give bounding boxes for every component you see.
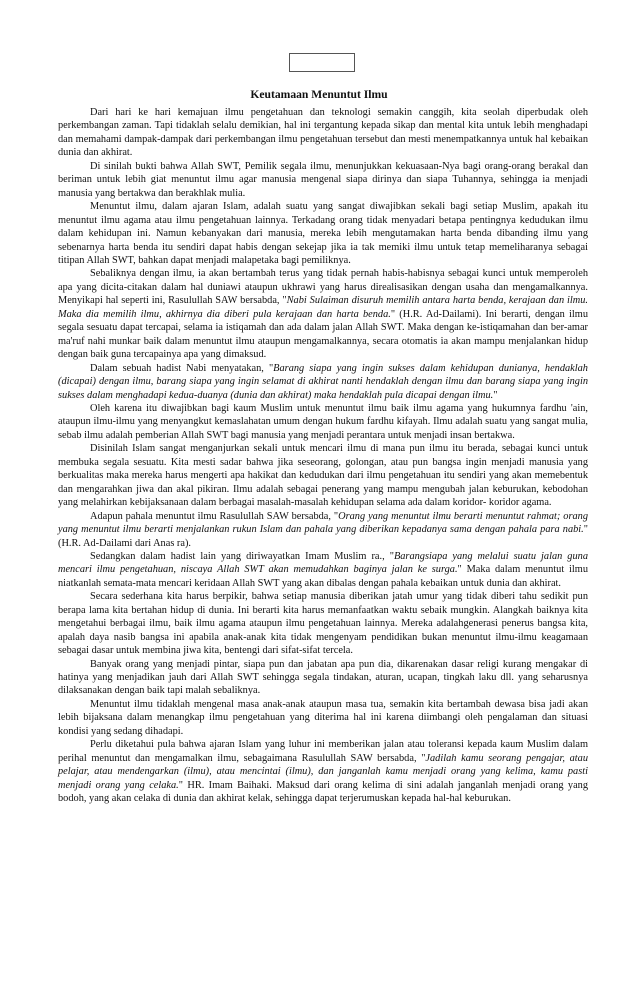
paragraph [58,160,588,200]
paragraph [58,698,588,738]
quoted-hadith: Barang siapa yang ingin sukses dalam kehidupan dunianya, hendaklah (dicapai) dengan ilmu, barang siapa yang ingin selamat di akhirat nanti hendaklah dengan ilmu dan barang siapa yang ingin sukses dalam menghadapi kedua-duanya (dunia dan akhirat) maka hendaklah pula dicapai dengan ilmu. [58,362,588,401]
paragraph-text: Banyak orang yang menjadi pintar, siapa pun dan jabatan apa pun dia, dikarenakan dasar religi kurang mengakar di hatinya yang menjadikan jauh dari Allah SWT sehingga segala tindakan, aturan, ucapan, tingkah laku dll. yang seharusnya dilaksanakan dengan baik tapi malah sebaliknya. [58,658,588,697]
quoted-hadith: Barangsiapa yang melalui suatu jalan guna mencari ilmu pengetahuan, niscaya Allah SWT akan memudahkan baginya jalan ke surga. [58,550,588,576]
paragraph-text: Sebaliknya dengan ilmu, ia akan bertambah terus yang tidak pernah habis-habisnya sebagai kunci untuk memperoleh apa yang dicita-citakan dalam hal duniawi ataupun ukhrawi yang harus direalisasikan dengan usaha dan mengamalkannya. Menyikapi hal seperti ini, Rasulullah SAW bersabda, " [58,268,588,307]
paragraph [58,510,588,550]
paragraph-text: Dari hari ke hari kemajuan ilmu pengetahuan dan teknologi semakin canggih, kita seolah diperbudak oleh perkembangan zaman. Tapi tidaklah selalu demikian, hal ini tergantung kepada sikap dan mental kita untuk lebih menghadapi dan memahami dampak-dampak dari perkembangan ilmu pengetahuan tersebut dan mesti menempatkannya untuk hal kebaikan dunia dan akhirat. [58,107,588,159]
paragraph [58,738,588,805]
paragraph-text: Sedangkan dalam hadist lain yang diriwayatkan Imam Muslim ra., " [90,550,394,562]
paragraph-text: " (H.R. Ad-Dailami dari Anas ra). [58,524,588,549]
paragraph [58,402,588,442]
quoted-hadith: Orang yang menuntut ilmu berarti menuntut rahmat; orang yang menuntut ilmu berarti menjalankan rukun Islam dan pahala yang diberikan kepadanya sama dengan pahala para nabi. [58,510,588,536]
paragraph-text: " (H.R. Ad-Dailami). Ini berarti, dengan ilmu segala sesuatu dapat tercapai, selama ia istiqamah dan ada dalam jalan Allah SWT. Maka dengan ke-istiqamahan dan ber-amar ma'ruf nahi munkar baik dalam menuntut ilmu ataupun mengamalkannya, secara otomatis ia akan mampu menjalankan hidup dengan baik guna tercapainya apa yang dimaksud. [58,308,588,361]
paragraph-text: Oleh karena itu diwajibkan bagi kaum Muslim untuk menuntut ilmu baik ilmu agama yang hukumnya fardhu 'ain, ataupun ilmu-ilmu yang menyangkut kemaslahatan umum dengan hukum fardhu kifayah. Ilmu adalah suatu yang sangat mulia, sebab ilmu adalah pemberian Allah SWT bagi manusia yang menjadi perantara untuk menjadi insan bertakwa. [58,402,588,441]
quoted-hadith: Jadilah kamu seorang pengajar, atau pelajar, atau mendengarkan (ilmu), atau mencintai (ilmu), dan janganlah kamu menjadi orang yang kelima, kamu pasti menjadi orang yang celaka. [58,752,588,791]
paragraph [58,442,588,509]
paragraph-text: Adapun pahala menuntut ilmu Rasulullah SAW bersabda, " [90,510,339,522]
paragraph-text: " [493,389,498,401]
paragraph [58,362,588,402]
paragraph-text: Secara sederhana kita harus berpikir, bahwa setiap manusia diberikan jatah umur yang tidak diberi tahu sedikit pun berapa lama kita bertahan hidup di dunia. Ini berarti kita harus memanfaatkan waktu sebaik mungkin. Alangkah baiknya kita mengetahui berbagai ilmu, baik ilmu agama ataupun ilmu pengetahuan lainnya. Mereka adalahgenerasi penerus bangsa kita, apalah daya nasib bangsa ini apabila anak-anak kita tidak mengenyam pendidikan bukan menuntut ilmu-ilmu keagamaan sebagai dasar untuk membina jiwa kita, bentengi dari sifat-sifat tercela. [58,591,588,657]
paragraph [58,200,588,267]
document-body [58,106,588,806]
paragraph [58,267,588,361]
paragraph-text: Di sinilah bukti bahwa Allah SWT, Pemilik segala ilmu, menunjukkan kekuasaan-Nya bagi orang-orang berakal dan beriman untuk lebih giat menuntut ilmu agar manusia mengenal siapa dirinya dan siapa Tuhannya, sehingga ia menjadi manusia yang bertakwa dan berakhlak mulia. [58,160,588,199]
paragraph [58,550,588,590]
page-number-box [289,53,355,72]
paragraph [58,590,588,657]
paragraph-text: Dalam sebuah hadist Nabi menyatakan, " [90,362,274,374]
paragraph-text: Disinilah Islam sangat menganjurkan sekali untuk mencari ilmu di mana pun ilmu itu berada, sebagai kunci untuk membuka segala sesuatu. Kita mesti sadar bahwa jika seseorang, golongan, atau pun bangsa ingin menjadi manusia yang berkualitas maka mereka harus mengerti apa hakikat dan kedudukan dari ilmu pengetahuan itu sendiri yang akan memebentuk dan mengarahkan jiwa dan akal pikiran. Ilmu adalah sebagai penerang yang mampu mengubah jalan keburukan, kebodohan yang melahirkan kebijaksanaan dalam berbagai masalah-masalah kehidupan selama ada dalam koridor- koridor agama. [58,443,588,509]
paragraph [58,658,588,698]
document-title: Keutamaan Menuntut Ilmu [250,88,388,101]
paragraph-text: " HR. Imam Baihaki. Maksud dari orang kelima di sini adalah janganlah menjadi orang yang bodoh, yang akan celaka di dunia dan akhirat kelak, sehingga dapat terjerumuskan kepada hal-hal keburukan. [58,779,589,805]
paragraph-text: " Maka dalam menuntut ilmu niatkanlah semata-mata mencari keridaan Allah SWT yang akan dibalas dengan pahala kebaikan untuk dunia dan akhirat. [58,564,588,589]
paragraph [58,106,588,160]
quoted-hadith: Nabi Sulaiman disuruh memilih antara harta benda, kerajaan dan ilmu. Maka dia memilih ilmu, akhirnya dia diberi pula kerajaan dan harta benda. [58,295,588,320]
paragraph-text: Perlu diketahui pula bahwa ajaran Islam yang luhur ini memberikan jalan atau toleransi kepada kaum Muslim dalam perihal menuntut dan mengamalkan ilmu, sebagaimana Rasulullah SAW bersabda, " [58,739,588,764]
paragraph-text: Menuntut ilmu tidaklah mengenal masa anak-anak ataupun masa tua, semakin kita bertambah dewasa bisa jadi akan lebih bijaksana dalam menangkap ilmu pengetahuan yang diterima hal ini karena diimbangi oleh pengalaman dan situasi kondisi yang sedang dihadapi. [58,698,588,737]
paragraph-text: Menuntut ilmu, dalam ajaran Islam, adalah suatu yang sangat diwajibkan sekali bagi setiap Muslim, apakah itu menuntut ilmu agama atau ilmu pengetahuan lainnya. Terkadang orang tidak menyadari betapa pentingnya kedudukan ilmu dalam kehidupan ini. Namun kebanyakan dari manusia, mereka lebih mengutamakan harta benda dibanding ilmu yang sebenarnya harta benda itu sendiri dapat habis dengan sekejap jika ia tak memiki ilmu untuk tetap memeliharanya sebagai titipan Allah SWT, bahkan dapat menjadi malapetaka bagi pemiliknya. [58,201,588,266]
